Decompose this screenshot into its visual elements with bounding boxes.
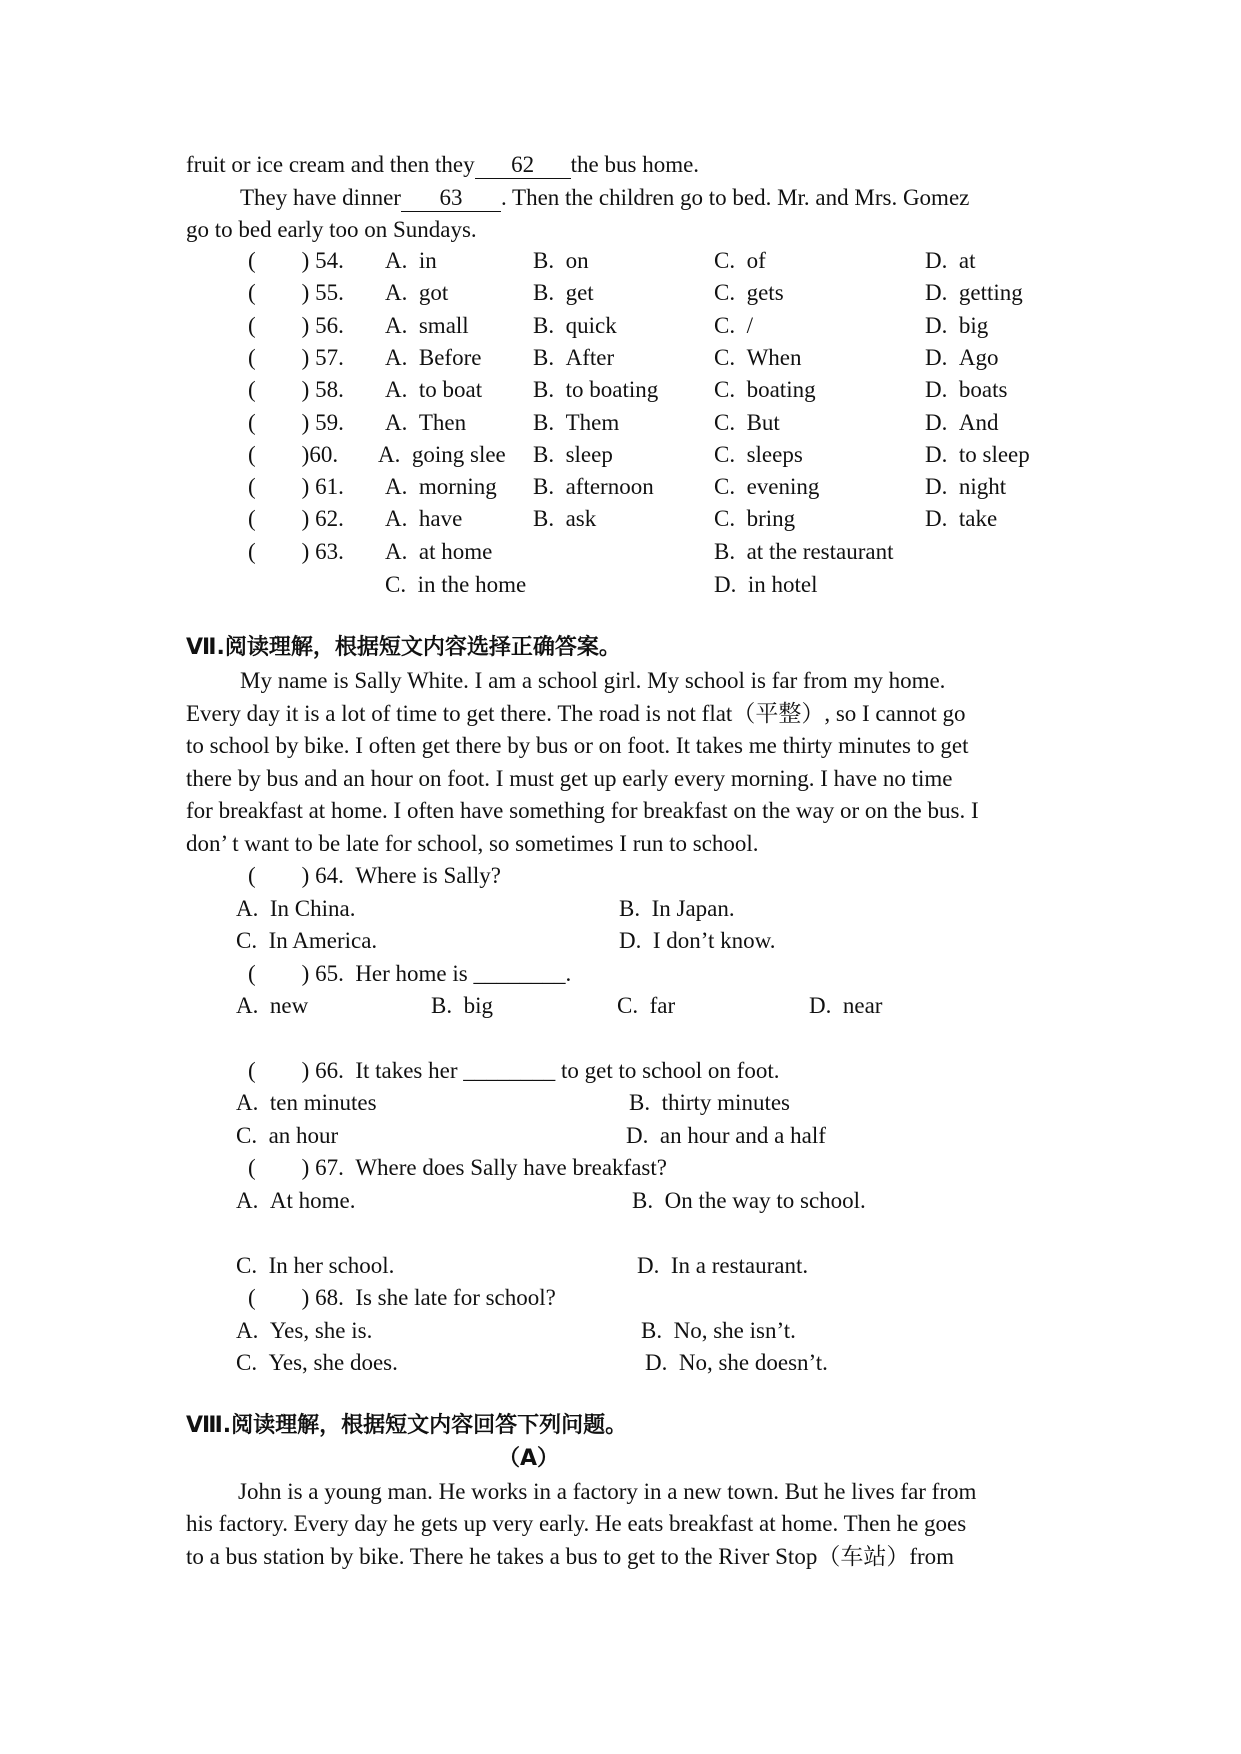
q58-option-b: B. to boating [533, 377, 659, 403]
q63-option-b: B. at the restaurant [714, 539, 894, 564]
q57-option-b: B. After [533, 344, 615, 370]
q68-option-a: A. Yes, she is. [236, 1318, 373, 1343]
s8-passage-3: to a bus station by bike. There he takes a bus to get to the River Stop（车站）from [186, 1544, 955, 1569]
q67-option-d: D. In a restaurant. [637, 1253, 809, 1278]
q61-option-d: D. night [925, 474, 1007, 500]
section-7-heading: Ⅶ.阅读理解，根据短文内容选择正确答案。 [186, 635, 621, 660]
q66-option-d: D. an hour and a half [626, 1123, 826, 1148]
q60-option-a: A. going slee [378, 441, 506, 467]
cloze-text: . Then the children go to bed. Mr. and Mrs. Gomez [500, 185, 970, 210]
q65-option-b: B. big [431, 993, 493, 1018]
cloze-line-3: go to bed early too on Sundays. [186, 217, 477, 242]
q61-option-c: C. evening [714, 474, 820, 500]
q54-option-a: A. in [385, 248, 437, 273]
q57-option-c: C. When [714, 344, 802, 370]
cloze-text: the bus home. [570, 152, 700, 177]
q62-prefix: ( ) 62. [248, 506, 344, 532]
q56-option-c: C. / [714, 312, 753, 338]
q62-option-b: B. ask [533, 506, 597, 532]
q54-prefix: ( ) 54. [248, 248, 344, 273]
q66-option-b: B. thirty minutes [629, 1090, 790, 1115]
q56-option-d: D. big [925, 312, 989, 338]
q56-option-a: A. small [385, 312, 469, 338]
q62-option-a: A. have [385, 506, 463, 532]
s8-passage-2: his factory. Every day he gets up very early. He eats breakfast at home. Then he goes [186, 1511, 967, 1536]
q64-option-b: B. In Japan. [619, 896, 735, 921]
q67-option-b: B. On the way to school. [632, 1188, 866, 1213]
q66-option-a: A. ten minutes [236, 1090, 377, 1115]
q57-option-a: A. Before [385, 344, 482, 370]
q54-option-c: C. of [714, 248, 766, 273]
q63-option-c: C. in the home [385, 572, 527, 597]
cloze-line-1 [186, 149, 699, 181]
q59-option-a: A. Then [385, 409, 467, 435]
s7-passage-1: My name is Sally White. I am a school girl. My school is far from my home. [240, 668, 946, 693]
q56-prefix: ( ) 56. [248, 312, 344, 338]
q57-option-d: D. Ago [925, 344, 999, 370]
q58-option-d: D. boats [925, 377, 1008, 403]
q63-prefix: ( ) 63. [248, 539, 344, 564]
q59-prefix: ( ) 59. [248, 409, 344, 435]
q66-option-c: C. an hour [236, 1123, 339, 1148]
s7-passage-2: Every day it is a lot of time to get there. The road is not flat（平整）, so I cannot go [186, 701, 966, 726]
q58-option-c: C. boating [714, 377, 816, 403]
q60-option-d: D. to sleep [925, 441, 1030, 467]
q61-option-b: B. afternoon [533, 474, 654, 500]
q65-option-a: A. new [236, 993, 309, 1018]
q59-option-b: B. Them [533, 409, 620, 435]
q65-stem: ( ) 65. Her home is ________. [248, 961, 572, 986]
q59-option-c: C. But [714, 409, 780, 435]
q57-prefix: ( ) 57. [248, 344, 344, 370]
q59-option-d: D. And [925, 409, 999, 435]
q58-option-a: A. to boat [385, 377, 483, 403]
q54-option-b: B. on [533, 248, 589, 273]
q67-stem: ( ) 67. Where does Sally have breakfast? [248, 1155, 667, 1180]
section-8-subheading: （A） [498, 1446, 560, 1471]
s7-passage-5: for breakfast at home. I often have something for breakfast on the way or on the bus. I [186, 798, 979, 823]
s8-passage-1: John is a young man. He works in a factory in a new town. But he lives far from [238, 1479, 977, 1504]
q61-prefix: ( ) 61. [248, 474, 344, 500]
blank-63: 63 [401, 185, 501, 212]
cloze-line-2 [240, 182, 969, 214]
q64-option-c: C. In America. [236, 928, 378, 953]
q67-option-c: C. In her school. [236, 1253, 395, 1278]
q68-stem: ( ) 68. Is she late for school? [248, 1285, 556, 1310]
q65-option-d: D. near [809, 993, 883, 1018]
q63-option-a: A. at home [385, 539, 493, 564]
q61-option-a: A. morning [385, 474, 497, 500]
q54-option-d: D. at [925, 248, 976, 273]
q62-option-c: C. bring [714, 506, 796, 532]
q66-stem: ( ) 66. It takes her ________ to get to school on foot. [248, 1058, 780, 1083]
s7-passage-6: don’ t want to be late for school, so sometimes I run to school. [186, 831, 759, 856]
q55-option-c: C. gets [714, 280, 784, 306]
q60-option-c: C. sleeps [714, 441, 803, 467]
q55-option-d: D. getting [925, 280, 1023, 306]
q64-option-a: A. In China. [236, 896, 356, 921]
cloze-text: fruit or ice cream and then they [186, 152, 475, 177]
q63-option-d: D. in hotel [714, 572, 818, 597]
q62-option-d: D. take [925, 506, 998, 532]
s7-passage-4: there by bus and an hour on foot. I must get up early every morning. I have no time [186, 766, 953, 791]
q55-option-a: A. got [385, 280, 449, 306]
q65-option-c: C. far [617, 993, 676, 1018]
q68-option-c: C. Yes, she does. [236, 1350, 398, 1375]
blank-62: 62 [475, 152, 571, 179]
q55-option-b: B. get [533, 280, 594, 306]
section-8-heading: Ⅷ.阅读理解，根据短文内容回答下列问题。 [186, 1413, 628, 1438]
q55-prefix: ( ) 55. [248, 280, 344, 306]
s7-passage-3: to school by bike. I often get there by bus or on foot. It takes me thirty minutes to get [186, 733, 969, 758]
q58-prefix: ( ) 58. [248, 377, 344, 403]
q64-option-d: D. I don’t know. [619, 928, 776, 953]
q67-option-a: A. At home. [236, 1188, 356, 1213]
q60-prefix: ( )60. [248, 441, 339, 467]
cloze-text: They have dinner [240, 185, 401, 210]
q60-option-b: B. sleep [533, 441, 613, 467]
q68-option-d: D. No, she doesn’t. [645, 1350, 828, 1375]
q68-option-b: B. No, she isn’t. [641, 1318, 796, 1343]
q56-option-b: B. quick [533, 312, 617, 338]
q64-stem: ( ) 64. Where is Sally? [248, 863, 501, 888]
